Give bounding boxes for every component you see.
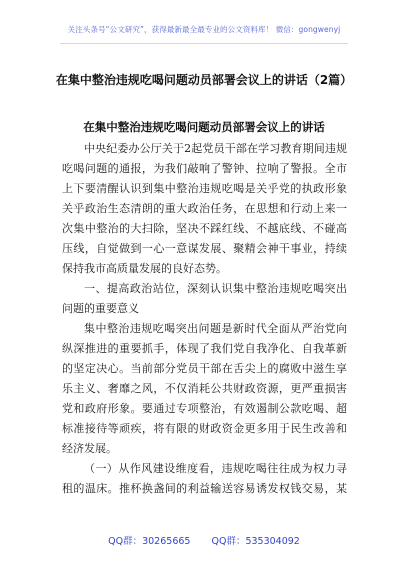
body-line: 的坚定决心。当前部分党员干部在舌尖上的腐败中滋生享	[62, 362, 347, 375]
header-divider	[60, 43, 348, 44]
body-line: 党和政府形象。要通过专项整治，有效遏制公款吃喝、超	[62, 402, 347, 415]
section-heading-line: 一、提高政治站位，深刻认识集中整治违规吃喝突出	[84, 282, 347, 295]
body-line: （一）从作风建设维度看，违规吃喝往往成为权力寻	[84, 462, 347, 475]
body-line: 标准接待等顽疾，将有限的财政资金更多用于民生改善和	[62, 422, 347, 435]
header-note: 关注头条号“公文研究”，获得最新最全最专业的公文资料库！ 微信：gongwenyj	[67, 25, 341, 34]
body-line: 经济发展。	[62, 442, 117, 455]
document-subtitle: 在集中整治违规吃喝问题动员部署会议上的讲话	[83, 120, 325, 134]
body-line: 压线，自觉做到一心一意谋发展、聚精会神干事业，持续	[62, 242, 347, 255]
section-heading-line: 问题的重要意义	[62, 302, 139, 315]
footer-qq-group-1: QQ群：30265665	[108, 536, 191, 547]
body-line: 吃喝问题的通报，为我们敲响了警钟、拉响了警报。全市	[62, 162, 347, 175]
body-line: 次集中整治的大扫除，坚决不踩红线、不越底线、不碰高	[62, 222, 347, 235]
body-line: 保持我市高质量发展的良好态势。	[62, 262, 227, 275]
body-line: 中央纪委办公厅关于2起党员干部在学习教育期间违规	[84, 142, 347, 155]
body-line: 集中整治违规吃喝突出问题是新时代全面从严治党向	[84, 322, 347, 335]
body-line: 乐主义、奢靡之风，不仅消耗公共财政资源，更严重损害	[62, 382, 347, 395]
document-title: 在集中整治违规吃喝问题动员部署会议上的讲话（2篇）	[55, 73, 353, 87]
body-line: 租的温床。推杯换盏间的利益输送容易诱发权钱交易，某	[62, 482, 347, 495]
footer-qq-group-2: QQ群：535304092	[211, 536, 300, 547]
footer	[0, 533, 408, 547]
body-line: 关乎政治生态清朗的重大政治任务，在思想和行动上来一	[62, 202, 347, 215]
body-line: 上下要清醒认识到集中整治违规吃喝是关乎党的执政形象	[62, 182, 347, 195]
document-body	[62, 139, 347, 499]
body-line: 纵深推进的重要抓手，体现了我们党自我净化、自我革新	[62, 342, 347, 355]
